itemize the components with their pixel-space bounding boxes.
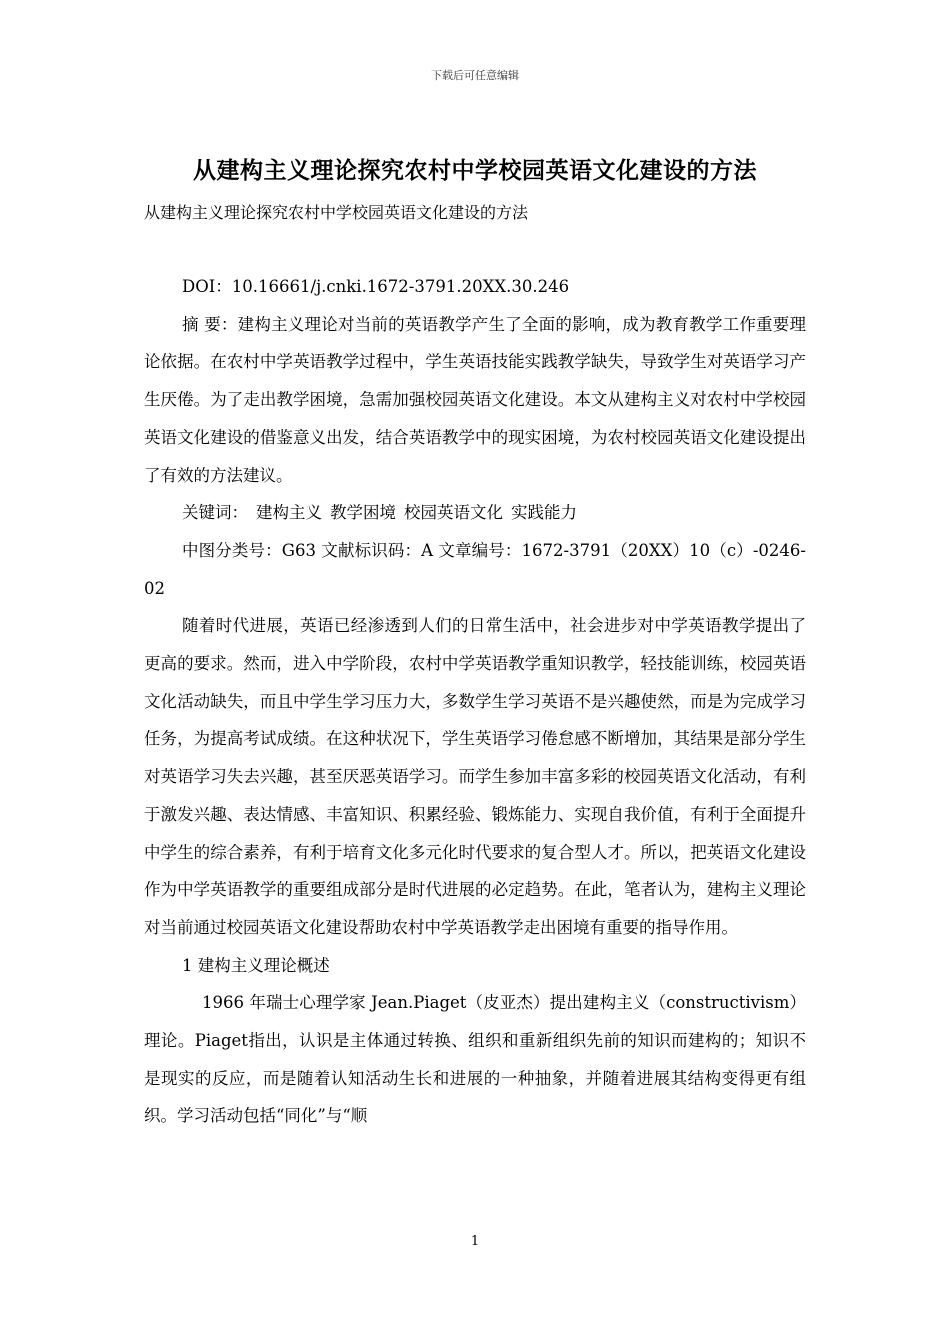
section-heading: 1 建构主义理论概述 <box>182 955 330 975</box>
document-body <box>144 268 806 1135</box>
doi-line: DOI：10.16661/j.cnki.1672-3791.20XX.30.246 <box>182 277 570 296</box>
keyword-item: 教学困境 <box>330 503 396 523</box>
header-note: 下载后可任意编辑 <box>431 69 519 82</box>
keywords-line <box>144 494 806 532</box>
keyword-item: 建构主义 <box>256 503 322 523</box>
document-title: 从建构主义理论探究农村中学校园英语文化建设的方法 <box>193 157 757 184</box>
page-number: 1 <box>470 1234 480 1249</box>
intro-paragraph: 随着时代进展，英语已经渗透到人们的日常生活中，社会进步对中学英语教学提出了更高的要求。然而，进入中学阶段，农村中学英语教学重知识教学，轻技能训练，校园英语文化活动缺失，而且中学生学习压力大，多数学生学习英语不是兴趣使然，而是为完成学习任务，为提高考试成绩。在这种状况下，学生英语学习倦怠感不断增加，其结果是部分学生对英语学习失去兴趣，甚至厌恶英语学习。而学生参加丰富多彩的校园英语文化活动，有利于激发兴趣、表达情感、丰富知识、积累经验、锻炼能力、实现自我价值，有利于全面提升中学生的综合素养，有利于培育文化多元化时代要求的复合型人才。所以，把英语文化建设作为中学英语教学的重要组成部分是时代进展的必定趋势。在此，笔者认为，建构主义理论对当前通过校园英语文化建设帮助农村中学英语教学走出困境有重要的指导作用。 <box>144 616 806 937</box>
section-paragraph: 1966 年瑞士心理学家 Jean.Piaget（皮亚杰）提出建构主义（constructivism）理论。Piaget指出，认识是主体通过转换、组织和重新组织先前的知识而建构的；知识不是现实的反应，而是随着认知活动生长和进展的一种抽象，并随着进展其结构变得更有组织。学习活动包括“同化”与“顺 <box>144 993 806 1126</box>
document-subtitle: 从建构主义理论探究农村中学校园英语文化建设的方法 <box>144 203 529 222</box>
classification-line: 中图分类号：G63 文献标识码：A 文章编号：1672-3791（20XX）10（c）-0246-02 <box>144 540 806 598</box>
abstract-text: 建构主义理论对当前的英语教学产生了全面的影响，成为教育教学工作重要理论依据。在农村中学英语教学过程中，学生英语技能实践教学缺失，导致学生对英语学习产生厌倦。为了走出教学困境，急需加强校园英语文化建设。本文从建构主义对农村中学校园英语文化建设的借鉴意义出发，结合英语教学中的现实困境，为农村校园英语文化建设提出了有效的方法建议。 <box>144 314 806 485</box>
keyword-item: 校园英语文化 <box>404 503 503 523</box>
keyword-item: 实践能力 <box>511 503 577 523</box>
abstract-paragraph <box>144 306 806 495</box>
keywords-label: 关键词： <box>182 503 248 523</box>
abstract-label: 摘 要： <box>182 314 238 334</box>
